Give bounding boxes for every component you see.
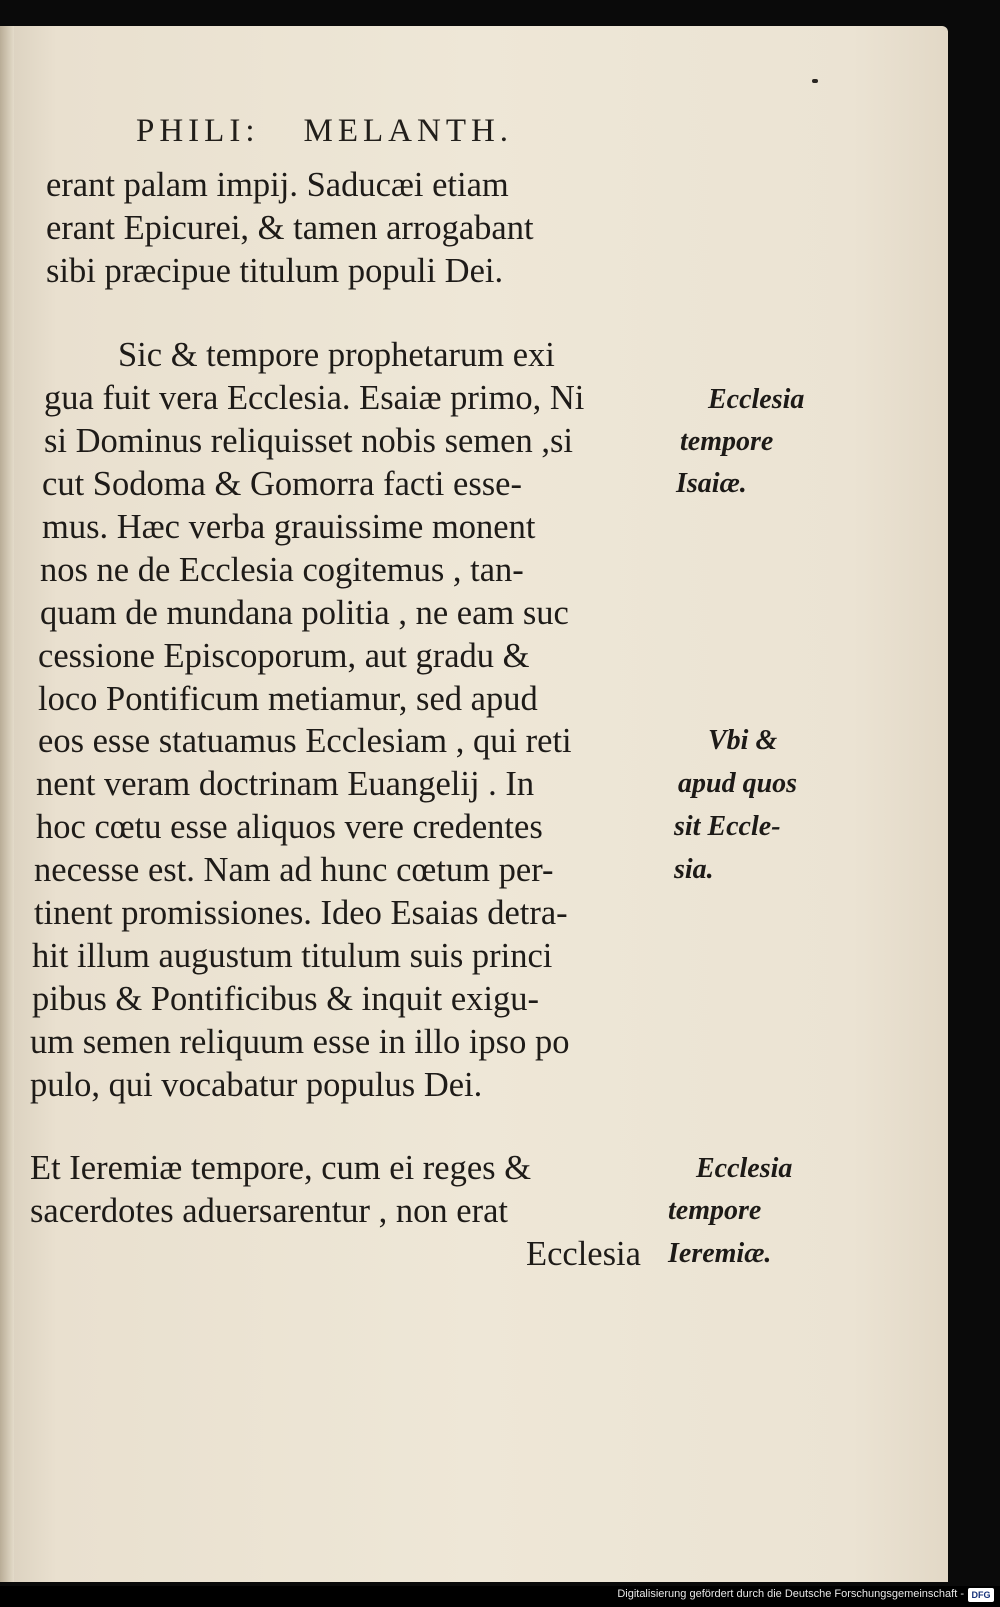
marginal-note-line: Vbi & xyxy=(708,725,778,756)
text-line: pibus & Pontificibus & inquit exigu- xyxy=(32,980,539,1018)
text-line: necesse est. Nam ad hunc cœtum per- xyxy=(34,851,554,889)
marginal-note-line: Ieremiæ. xyxy=(668,1238,772,1269)
text-line: Sic & tempore prophetarum exi xyxy=(118,336,555,374)
running-header xyxy=(136,113,513,150)
text-line: eos esse statuamus Ecclesiam , qui reti xyxy=(38,722,572,760)
text-line: erant Epicurei, & tamen arrogabant xyxy=(46,209,534,247)
text-line: quam de mundana politia , ne eam suc xyxy=(40,594,569,632)
text-line: hit illum augustum titulum suis princi xyxy=(32,937,553,975)
text-line: tinent promissiones. Ideo Esaias detra- xyxy=(34,894,568,932)
marginal-note-line: sit Eccle- xyxy=(674,811,781,842)
dfg-logo-icon[interactable]: DFG xyxy=(968,1588,994,1602)
running-header-left: PHILI: xyxy=(136,113,260,149)
text-line: nent veram doctrinam Euangelij . In xyxy=(36,765,535,803)
text-line: pulo, qui vocabatur populus Dei. xyxy=(30,1066,483,1104)
marginal-note-line: tempore xyxy=(668,1195,762,1226)
text-line: cessione Episcoporum, aut gradu & xyxy=(38,637,530,675)
text-line: si Dominus reliquisset nobis semen ,si xyxy=(44,422,573,460)
text-line: um semen reliquum esse in illo ipso po xyxy=(30,1023,570,1061)
text-line: Et Ieremiæ tempore, cum ei reges & xyxy=(30,1149,532,1187)
text-line: hoc cœtu esse aliquos vere credentes xyxy=(36,808,543,846)
text-line: sibi præcipue titulum populi Dei. xyxy=(46,252,504,290)
running-header-right: MELANTH. xyxy=(303,113,514,149)
marginal-note-line: Isaiæ. xyxy=(676,468,747,499)
text-line: cut Sodoma & Gomorra facti esse- xyxy=(42,465,522,503)
marginal-note-line: tempore xyxy=(680,426,774,457)
marginal-note-line: Ecclesia xyxy=(708,384,805,415)
text-line: loco Pontificum metiamur, sed apud xyxy=(38,680,538,718)
text-line: sacerdotes aduersarentur , non erat xyxy=(30,1192,508,1230)
page-mark xyxy=(812,79,818,83)
text-line: mus. Hæc verba grauissime monent xyxy=(42,508,536,546)
marginal-note-line: sia. xyxy=(674,854,714,885)
footer-credit: Digitalisierung gefördert durch die Deutsche Forschungsgemeinschaft - xyxy=(617,1588,964,1600)
marginal-note-line: apud quos xyxy=(678,768,798,799)
text-line: nos ne de Ecclesia cogitemus , tan- xyxy=(40,551,524,589)
page-gutter-shadow xyxy=(0,26,14,1582)
text-line: erant palam impij. Saducæi etiam xyxy=(46,166,509,204)
marginal-note-line: Ecclesia xyxy=(696,1153,793,1184)
text-line: gua fuit vera Ecclesia. Esaiæ primo, Ni xyxy=(44,379,585,417)
catchword: Ecclesia xyxy=(526,1235,641,1273)
